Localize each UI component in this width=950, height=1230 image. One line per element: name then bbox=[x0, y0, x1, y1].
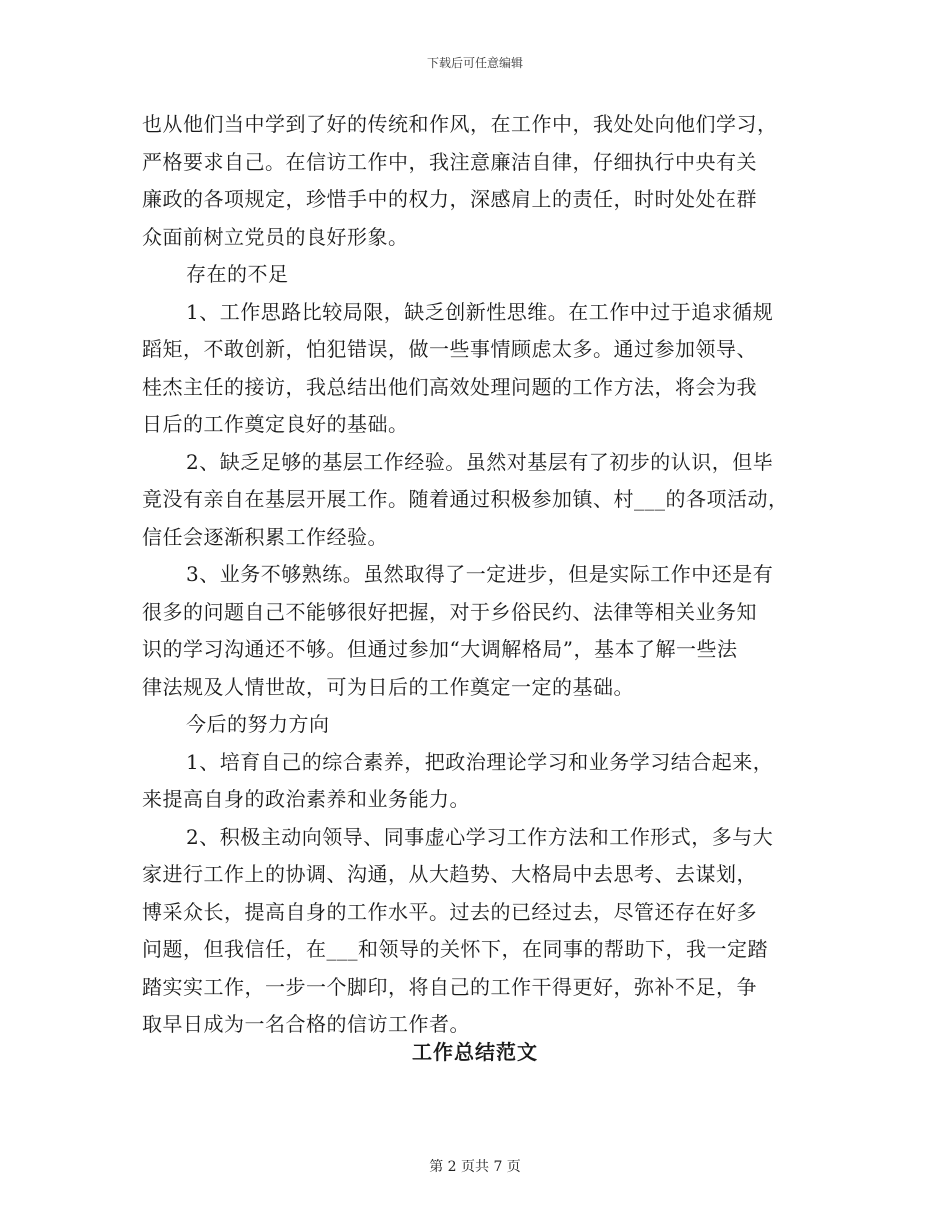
text-line: 1、工作思路比较局限，缺乏创新性思维。在工作中过于追求循规 bbox=[186, 299, 774, 324]
text-line: 今后的努力方向 bbox=[186, 712, 330, 736]
text-line: 识的学习沟通还不够。但通过参加“大调解格局”，基本了解一些法 bbox=[142, 637, 738, 661]
page-number: 第 2 页共 7 页 bbox=[429, 1159, 521, 1175]
document-body bbox=[142, 106, 812, 1044]
text-line: 众面前树立党员的良好形象。 bbox=[142, 224, 409, 249]
text-line: 很多的问题自己不能够很好把握，对于乡俗民约、法律等相关业务知 bbox=[142, 599, 757, 624]
text-line: 博采众长，提高自身的工作水平。过去的已经过去，尽管还存在好多 bbox=[142, 899, 757, 924]
text-line: 桂杰主任的接访，我总结出他们高效处理问题的工作方法，将会为我 bbox=[142, 374, 757, 399]
text-line: 踏实实工作，一步一个脚印，将自己的工作干得更好，弥补不足，争 bbox=[142, 974, 757, 999]
text-line: 竟没有亲自在基层开展工作。随着通过积极参加镇、村___的各项活动， bbox=[142, 487, 789, 511]
text-line: 2、积极主动向领导、同事虚心学习工作方法和工作形式，多与大 bbox=[186, 824, 774, 849]
text-line: 信任会逐渐积累工作经验。 bbox=[142, 524, 388, 549]
text-line: 存在的不足 bbox=[186, 262, 289, 286]
text-line: 廉政的各项规定，珍惜手中的权力，深感肩上的责任，时时处处在群 bbox=[142, 187, 757, 211]
text-line: 1、培育自己的综合素养，把政治理论学习和业务学习结合起来， bbox=[186, 749, 774, 774]
document-title: 工作总结范文 bbox=[412, 1040, 538, 1064]
text-line: 律法规及人情世故，可为日后的工作奠定一定的基础。 bbox=[142, 674, 634, 699]
text-line: 2、缺乏足够的基层工作经验。虽然对基层有了初步的认识，但毕 bbox=[186, 449, 774, 474]
text-line: 也从他们当中学到了好的传统和作风，在工作中，我处处向他们学习， bbox=[142, 112, 778, 136]
text-line: 来提高自身的政治素养和业务能力。 bbox=[142, 787, 470, 811]
text-line: 问题，但我信任，在___和领导的关怀下，在同事的帮助下，我一定踏 bbox=[142, 937, 768, 961]
text-line: 蹈矩，不敢创新，怕犯错误，做一些事情顾虑太多。通过参加领导、 bbox=[142, 337, 757, 361]
text-line: 取早日成为一名合格的信访工作者。 bbox=[142, 1012, 470, 1036]
text-line: 严格要求自己。在信访工作中，我注意廉洁自律，仔细执行中央有关 bbox=[142, 149, 757, 174]
text-line: 3、业务不够熟练。虽然取得了一定进步，但是实际工作中还是有 bbox=[186, 562, 774, 586]
text-line: 家进行工作上的协调、沟通，从大趋势、大格局中去思考、去谋划， bbox=[142, 862, 757, 886]
header-note: 下载后可任意编辑 bbox=[426, 56, 523, 70]
text-line: 日后的工作奠定良好的基础。 bbox=[142, 412, 409, 436]
